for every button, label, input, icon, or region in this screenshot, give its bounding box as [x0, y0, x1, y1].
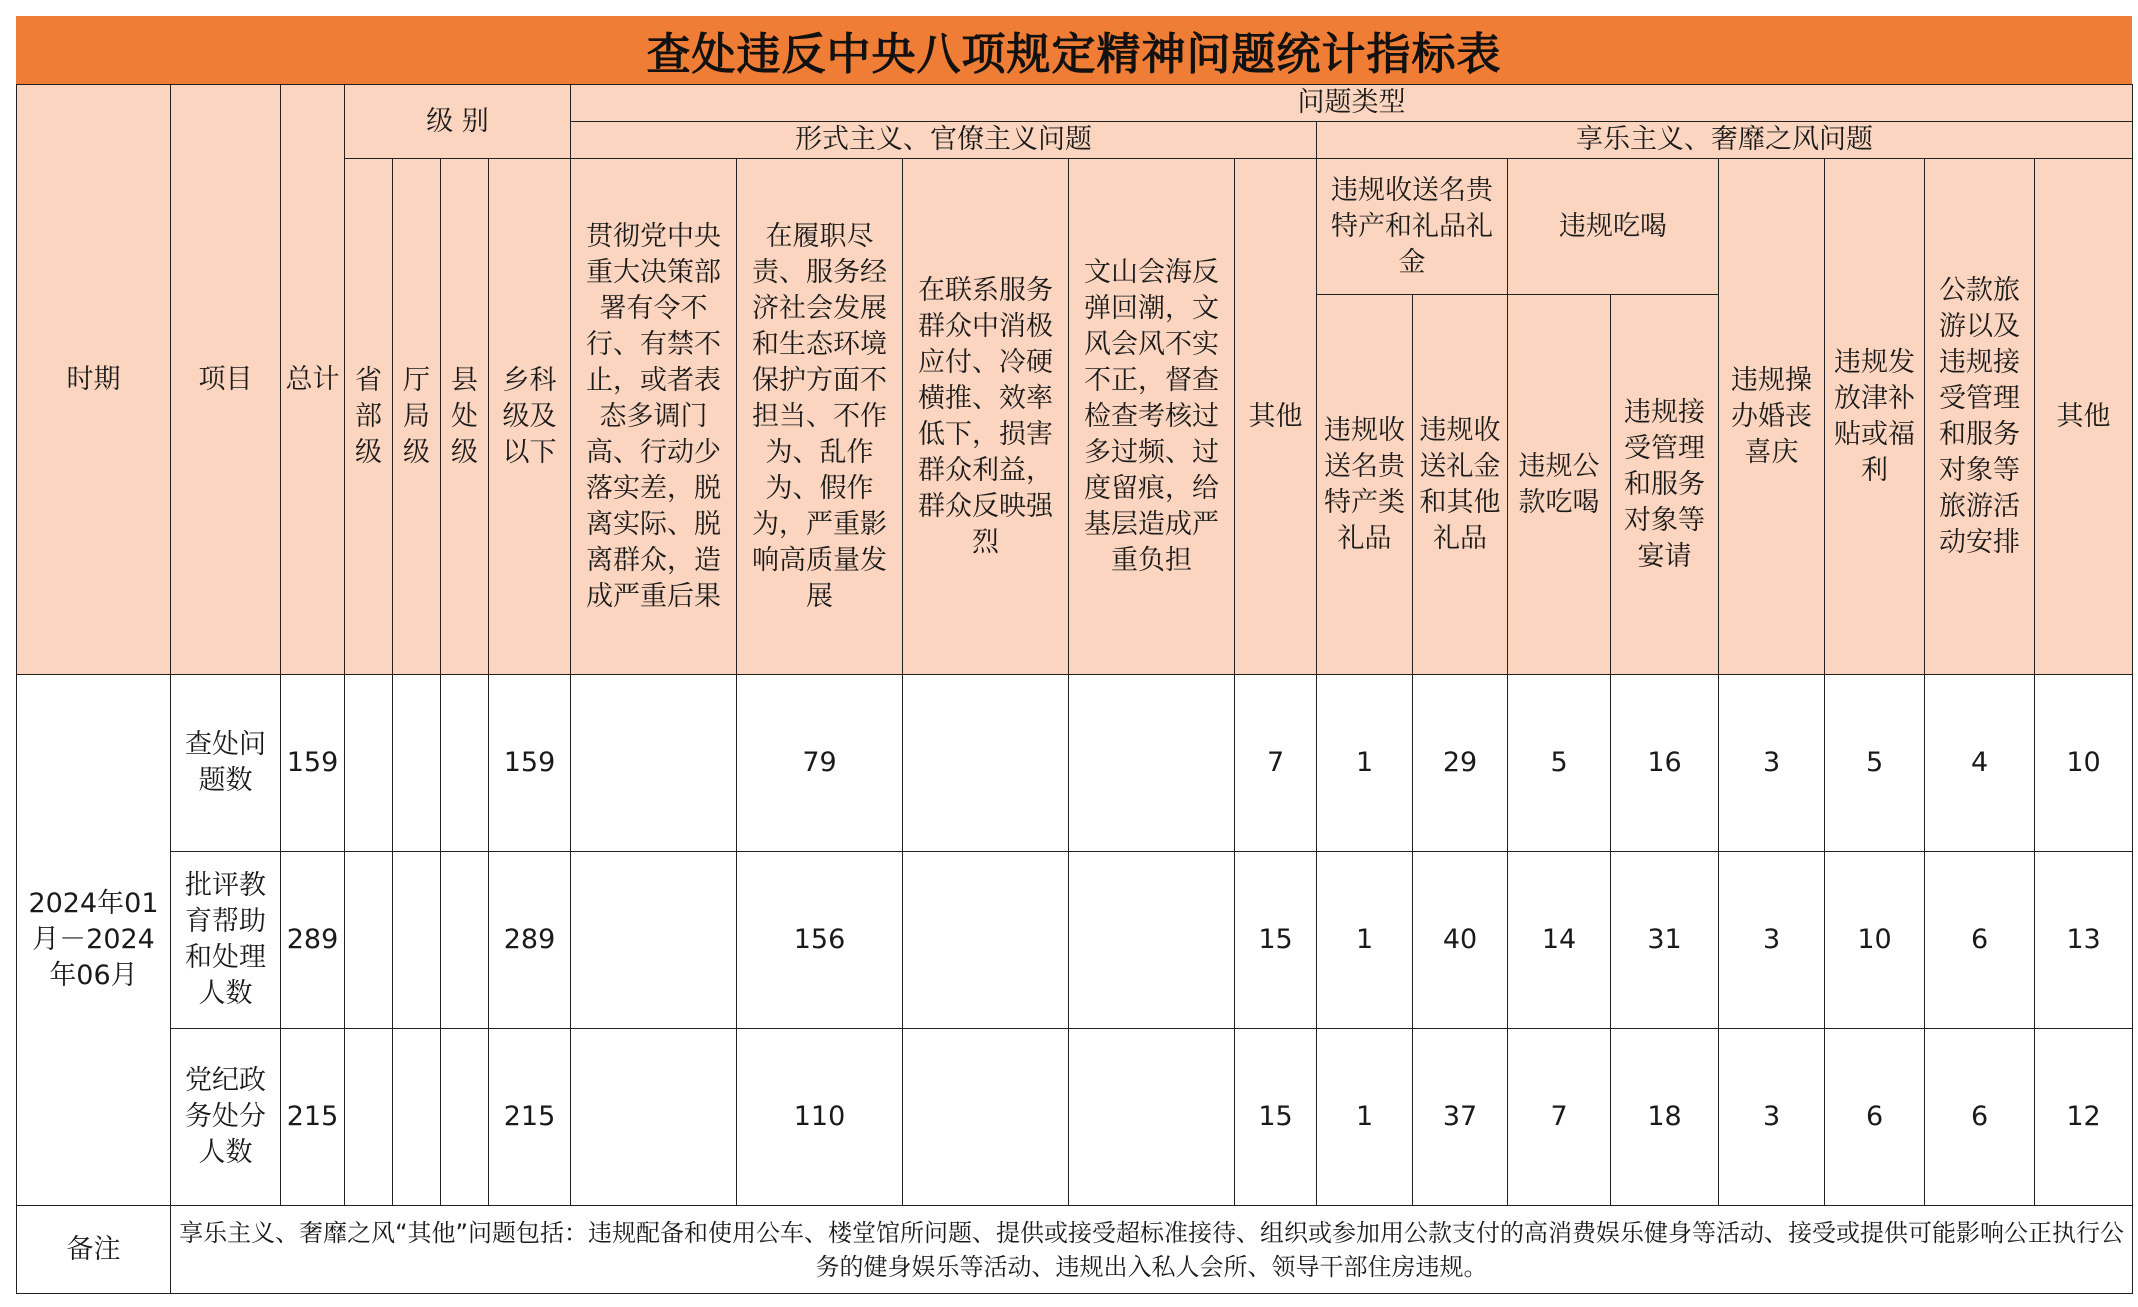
header-formalism-duty: 在履职尽责、服务经济社会发展和生态环境保护方面不担当、不作为、乱作为、假作为，严重影响高质量发展 — [737, 159, 903, 675]
cell: 215 — [489, 1029, 571, 1206]
cell: 1 — [1317, 675, 1413, 852]
cell: 6 — [1925, 1029, 2035, 1206]
cell: 14 — [1508, 852, 1611, 1029]
header-eat-banquet: 违规接受管理和服务对象等宴请 — [1611, 295, 1719, 675]
header-wedding-funeral: 违规操办婚丧喜庆 — [1719, 159, 1825, 675]
cell — [571, 675, 737, 852]
cell: 31 — [1611, 852, 1719, 1029]
cell — [345, 675, 393, 852]
header-total: 总计 — [281, 85, 345, 675]
cell: 7 — [1235, 675, 1317, 852]
header-problem-type: 问题类型 — [571, 85, 2133, 122]
header-formalism-meetings: 文山会海反弹回潮，文风会风不实不正，督查检查考核过多过频、过度留痕，给基层造成严重负担 — [1069, 159, 1235, 675]
header-period: 时期 — [17, 85, 171, 675]
row-total: 289 — [281, 852, 345, 1029]
header-hedonism: 享乐主义、奢靡之风问题 — [1317, 122, 2133, 159]
cell — [441, 675, 489, 852]
cell: 110 — [737, 1029, 903, 1206]
cell: 37 — [1413, 1029, 1508, 1206]
cell: 156 — [737, 852, 903, 1029]
cell — [393, 1029, 441, 1206]
row-item: 批评教育帮助和处理人数 — [171, 852, 281, 1029]
header-allowance: 违规发放津补贴或福利 — [1825, 159, 1925, 675]
header-travel: 公款旅游以及违规接受管理和服务对象等旅游活动安排 — [1925, 159, 2035, 675]
cell: 4 — [1925, 675, 2035, 852]
cell — [571, 852, 737, 1029]
cell — [1069, 675, 1235, 852]
header-eat-group: 违规吃喝 — [1508, 159, 1719, 295]
cell: 159 — [489, 675, 571, 852]
cell: 5 — [1825, 675, 1925, 852]
remark-text: 享乐主义、奢靡之风“其他”问题包括：违规配备和使用公车、楼堂馆所问题、提供或接受超标准接待、组织或参加用公款支付的高消费娱乐健身等活动、接受或提供可能影响公正执行公务的健身娱乐等活动、违规出入私人会所、领导干部住房违规。 — [171, 1206, 2133, 1294]
cell: 6 — [1825, 1029, 1925, 1206]
period-cell: 2024年01月－2024年06月 — [17, 675, 171, 1206]
header-formalism-decision: 贯彻党中央重大决策部署有令不行、有禁不止，或者表态多调门高、行动少落实差，脱离实际、脱离群众，造成严重后果 — [571, 159, 737, 675]
cell — [345, 852, 393, 1029]
row-item: 查处问题数 — [171, 675, 281, 852]
cell: 16 — [1611, 675, 1719, 852]
header-item: 项目 — [171, 85, 281, 675]
header-formalism-other: 其他 — [1235, 159, 1317, 675]
statistics-table — [16, 84, 2133, 1294]
cell — [393, 675, 441, 852]
cell: 15 — [1235, 1029, 1317, 1206]
header-level-county: 县处级 — [441, 159, 489, 675]
cell: 7 — [1508, 1029, 1611, 1206]
cell — [1069, 852, 1235, 1029]
cell — [903, 675, 1069, 852]
cell — [441, 1029, 489, 1206]
cell — [345, 1029, 393, 1206]
cell: 12 — [2035, 1029, 2133, 1206]
header-formalism-service: 在联系服务群众中消极应付、冷硬横推、效率低下，损害群众利益，群众反映强烈 — [903, 159, 1069, 675]
row-total: 215 — [281, 1029, 345, 1206]
row-total: 159 — [281, 675, 345, 852]
cell — [441, 852, 489, 1029]
cell: 1 — [1317, 1029, 1413, 1206]
header-level-township: 乡科级及以下 — [489, 159, 571, 675]
table-row — [17, 852, 2133, 1029]
cell: 40 — [1413, 852, 1508, 1029]
header-level: 级 别 — [345, 85, 571, 159]
cell — [903, 1029, 1069, 1206]
cell — [393, 852, 441, 1029]
cell: 10 — [1825, 852, 1925, 1029]
cell: 10 — [2035, 675, 2133, 852]
statistics-sheet — [16, 16, 2132, 1294]
header-gift-money: 违规收送礼金和其他礼品 — [1413, 295, 1508, 675]
cell: 289 — [489, 852, 571, 1029]
header-gift-specialty: 违规收送名贵特产类礼品 — [1317, 295, 1413, 675]
table-row — [17, 675, 2133, 852]
cell: 18 — [1611, 1029, 1719, 1206]
header-hedonism-other: 其他 — [2035, 159, 2133, 675]
cell — [571, 1029, 737, 1206]
sheet-title: 查处违反中央八项规定精神问题统计指标表 — [16, 16, 2132, 84]
cell — [903, 852, 1069, 1029]
cell: 3 — [1719, 852, 1825, 1029]
cell: 1 — [1317, 852, 1413, 1029]
cell: 15 — [1235, 852, 1317, 1029]
cell: 3 — [1719, 675, 1825, 852]
remark-row — [17, 1206, 2133, 1294]
cell — [1069, 1029, 1235, 1206]
header-level-bureau: 厅局级 — [393, 159, 441, 675]
cell: 13 — [2035, 852, 2133, 1029]
cell: 3 — [1719, 1029, 1825, 1206]
row-item: 党纪政务处分人数 — [171, 1029, 281, 1206]
cell: 5 — [1508, 675, 1611, 852]
cell: 29 — [1413, 675, 1508, 852]
header-gift-group: 违规收送名贵特产和礼品礼金 — [1317, 159, 1508, 295]
header-formalism: 形式主义、官僚主义问题 — [571, 122, 1317, 159]
cell: 6 — [1925, 852, 2035, 1029]
header-eat-public: 违规公款吃喝 — [1508, 295, 1611, 675]
header-level-province: 省部级 — [345, 159, 393, 675]
cell: 79 — [737, 675, 903, 852]
table-row — [17, 1029, 2133, 1206]
remark-label: 备注 — [17, 1206, 171, 1294]
